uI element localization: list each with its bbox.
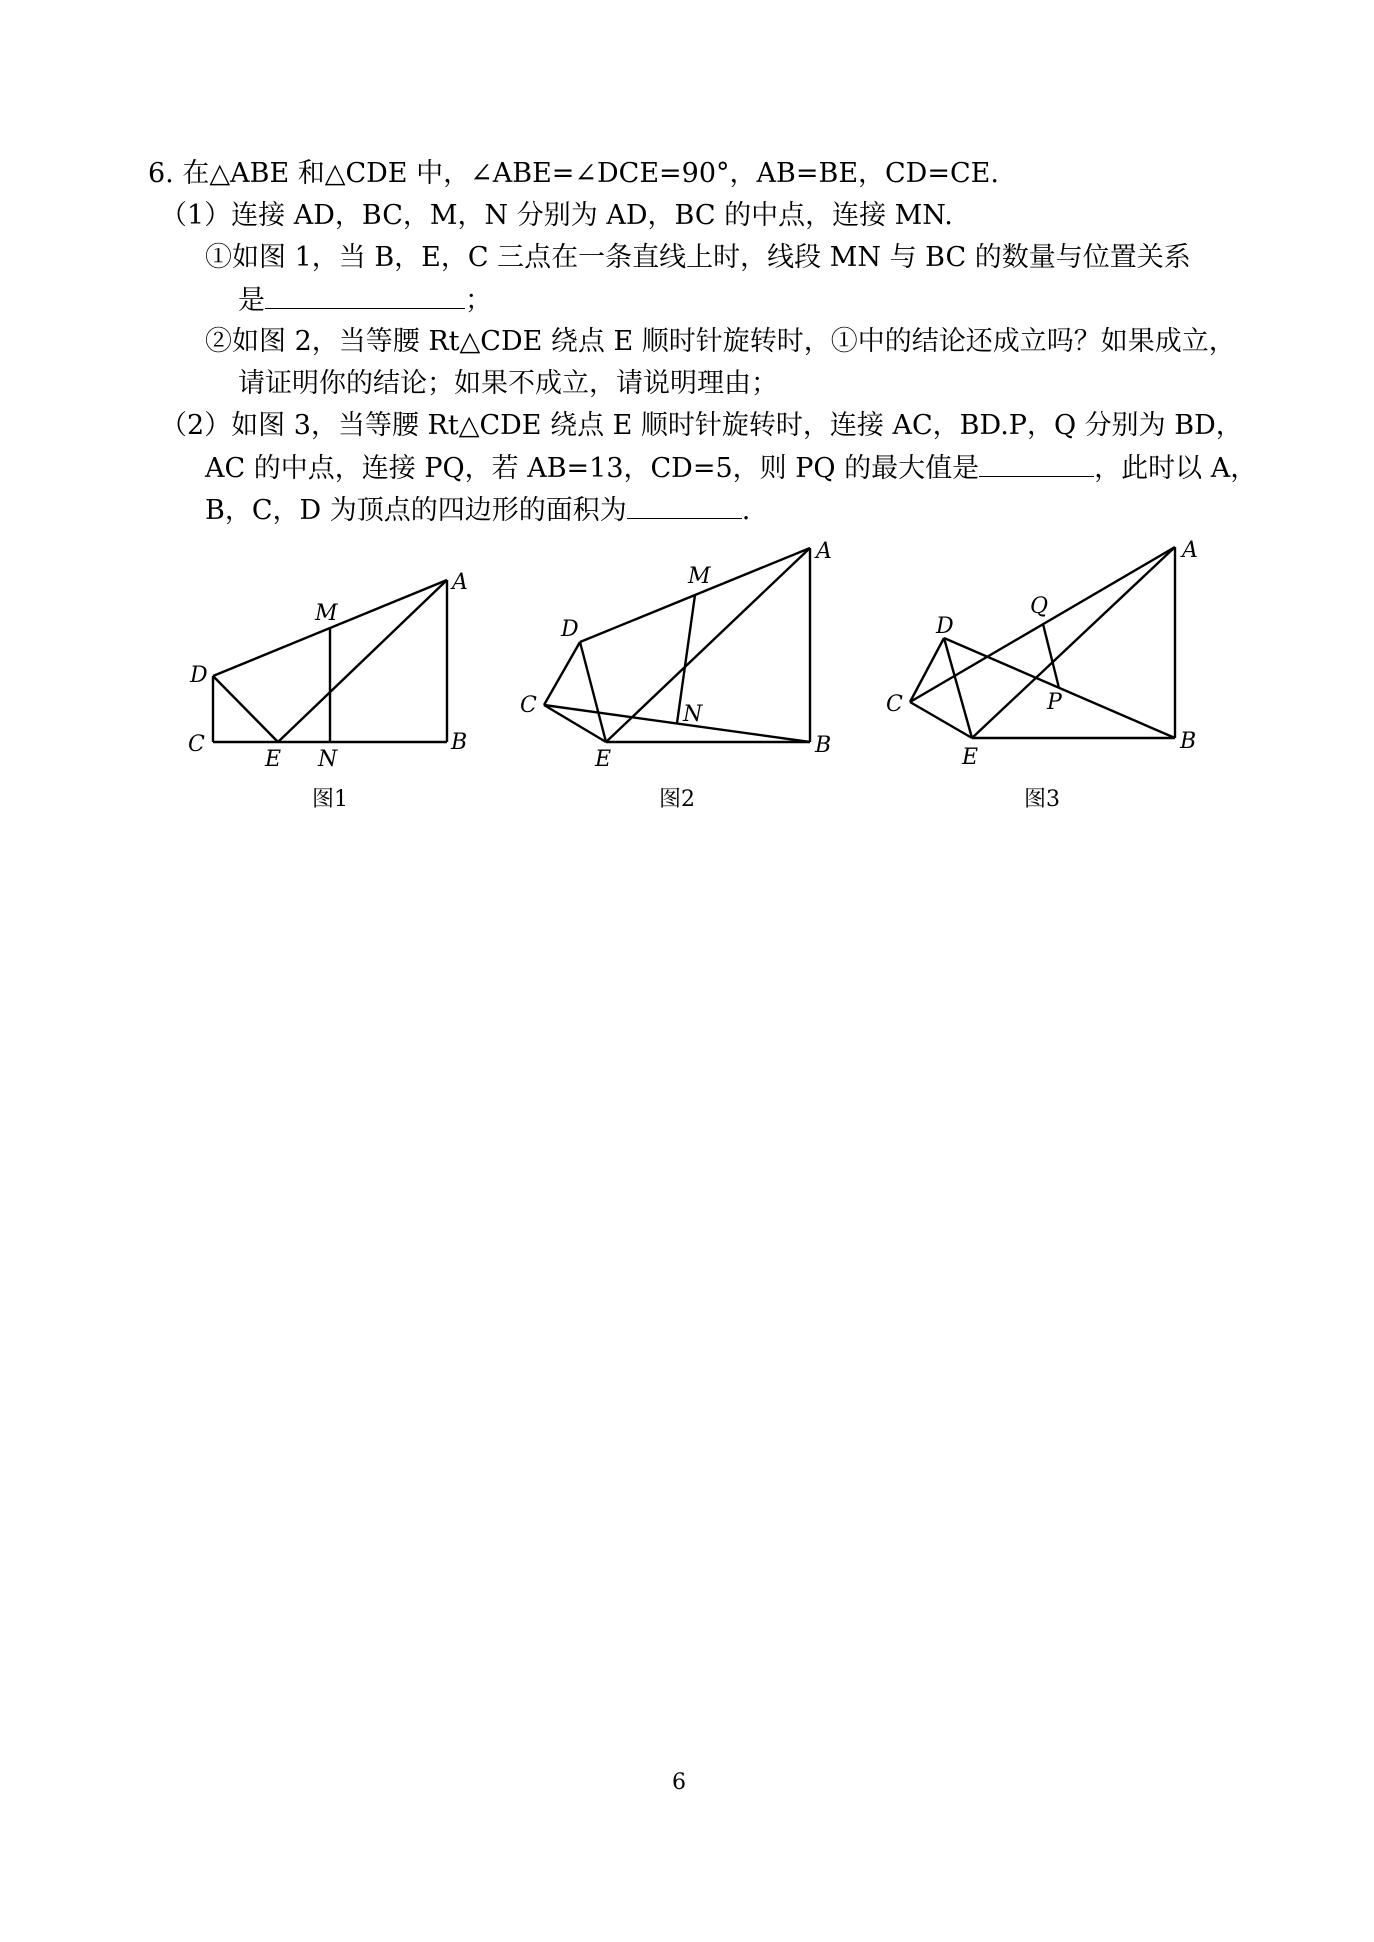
part-2-end-pre: B，C，D 为顶点的四边形的面积为: [205, 495, 627, 526]
part-1-text: （1）连接 AD，BC，M，N 分别为 AD，BC 的中点，连接 MN.: [160, 200, 953, 231]
page-number: 6: [672, 1770, 686, 1795]
fig1-label-M: M: [315, 601, 338, 626]
fig3-label-P: P: [1047, 690, 1062, 715]
fig3-label-A: A: [1182, 538, 1198, 563]
part-1-2-text-cont: 请证明你的结论；如果不成立，请说明理由；: [238, 368, 778, 399]
fig3-label-D: D: [936, 614, 954, 639]
fig2-label-D: D: [561, 617, 579, 642]
problem-statement: 6. 在△ABE 和△CDE 中，∠ABE=∠DCE=90°，AB=BE，CD=CE.: [148, 158, 999, 189]
figure-1-caption: 图1: [312, 787, 348, 812]
answer-prefix: 是: [238, 285, 265, 316]
fig3-seg-EA: [972, 547, 1175, 738]
fig3-label-B: B: [1180, 729, 1197, 754]
fig1-label-N: N: [318, 747, 338, 772]
fig1-label-A: A: [452, 570, 468, 595]
part-1-1-text: ①如图 1，当 B，E，C 三点在一条直线上时，线段 MN 与 BC 的数量与位置关系: [205, 242, 1191, 273]
fig1-label-E: E: [265, 747, 282, 772]
part-2-text: （2）如图 3，当等腰 Rt△CDE 绕点 E 顺时针旋转时，连接 AC，BD.P，Q 分别为 BD，: [160, 410, 1243, 441]
part-2-end-post: .: [741, 495, 751, 526]
fig3-label-C: C: [886, 692, 903, 717]
fig2-label-A: A: [816, 539, 832, 564]
fig3-seg-QP: [1043, 624, 1059, 688]
answer-suffix: ；: [465, 285, 492, 316]
fig2-label-E: E: [595, 747, 612, 772]
fig2-label-C: C: [520, 693, 537, 718]
fig1-label-B: B: [451, 730, 468, 755]
part-2-post: ，此时以 A，: [1094, 453, 1258, 484]
fig3-label-Q: Q: [1030, 594, 1049, 619]
fig3-seg-DB: [944, 638, 1175, 738]
fig2-label-B: B: [815, 733, 832, 758]
fig1-label-C: C: [188, 732, 205, 757]
fig1-label-D: D: [190, 663, 208, 688]
fig2-label-N: N: [683, 702, 703, 727]
figure-2-caption: 图2: [659, 787, 695, 812]
fig3-label-E: E: [962, 745, 979, 770]
figure-3-caption: 图3: [1024, 787, 1060, 812]
part-2-pre: AC 的中点，连接 PQ，若 AB=13，CD=5，则 PQ 的最大值是: [205, 453, 980, 484]
fig2-label-M: M: [688, 564, 711, 589]
part-1-2-text: ②如图 2，当等腰 Rt△CDE 绕点 E 顺时针旋转时，①中的结论还成立吗？如果成立，: [205, 326, 1236, 357]
